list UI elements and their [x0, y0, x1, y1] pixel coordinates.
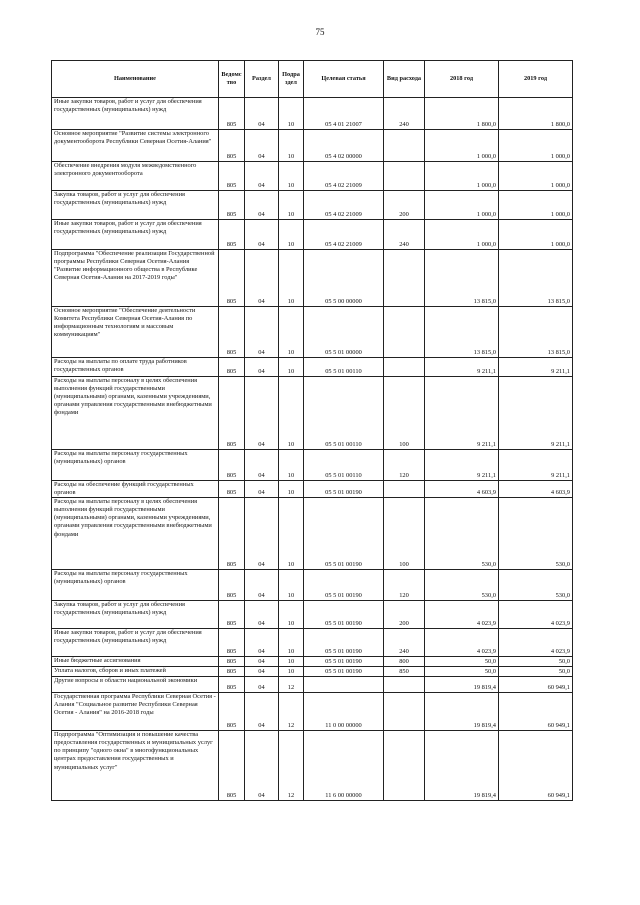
cell-name: Иные бюджетные ассигнования — [52, 657, 219, 667]
cell-2018: 9 211,1 — [425, 377, 499, 450]
table-row — [52, 667, 573, 677]
table-row — [52, 693, 573, 731]
table-row — [52, 130, 573, 162]
cell-expense-type — [384, 358, 425, 377]
cell-2018: 19 819,4 — [425, 731, 499, 801]
cell-section: 04 — [245, 667, 279, 677]
table-row — [52, 677, 573, 693]
cell-department: 805 — [219, 250, 245, 307]
cell-subsection: 12 — [279, 731, 304, 801]
cell-name: Расходы на выплаты по оплате труда работников государственных органов — [52, 358, 219, 377]
cell-name: Основное мероприятие "Развитие системы электронного документооборота Республики Северная Осетия-Алания" — [52, 130, 219, 162]
cell-2019: 4 023,9 — [499, 601, 573, 629]
cell-section: 04 — [245, 98, 279, 130]
table-row — [52, 498, 573, 570]
cell-2019: 1 000,0 — [499, 162, 573, 191]
cell-target: 05 5 00 00000 — [304, 250, 384, 307]
table-row — [52, 481, 573, 498]
cell-subsection: 10 — [279, 657, 304, 667]
cell-section: 04 — [245, 677, 279, 693]
table-row — [52, 629, 573, 657]
cell-name: Уплата налогов, сборов и иных платежей — [52, 667, 219, 677]
cell-name: Подпрограмма "Обеспечение реализации Государственной программы Республики Северная Осетия-Алания "Развитие информационного общества в Республике Северная Осетия-Алания на 2017-2019 годы" — [52, 250, 219, 307]
cell-department: 805 — [219, 657, 245, 667]
cell-subsection: 12 — [279, 677, 304, 693]
cell-target: 05 5 01 00190 — [304, 570, 384, 601]
cell-name: Закупка товаров, работ и услуг для обеспечения государственных (муниципальных) нужд — [52, 601, 219, 629]
cell-section: 04 — [245, 250, 279, 307]
cell-subsection: 10 — [279, 601, 304, 629]
cell-department: 805 — [219, 98, 245, 130]
table-row — [52, 307, 573, 358]
cell-2018: 9 211,1 — [425, 450, 499, 481]
table-row — [52, 377, 573, 450]
cell-2019: 1 000,0 — [499, 220, 573, 250]
cell-department: 805 — [219, 130, 245, 162]
page-number: 75 — [315, 27, 325, 37]
cell-department: 805 — [219, 570, 245, 601]
cell-target: 05 4 02 21009 — [304, 220, 384, 250]
cell-2018: 19 819,4 — [425, 693, 499, 731]
cell-section: 04 — [245, 731, 279, 801]
cell-section: 04 — [245, 498, 279, 570]
cell-department: 805 — [219, 191, 245, 220]
cell-name: Иные закупки товаров, работ и услуг для обеспечения государственных (муниципальных) нужд — [52, 98, 219, 130]
cell-2019: 4 023,9 — [499, 629, 573, 657]
cell-section: 04 — [245, 481, 279, 498]
col-header-expense-type: Вид расхода — [384, 61, 425, 98]
cell-name: Закупка товаров, работ и услуг для обеспечения государственных (муниципальных) нужд — [52, 191, 219, 220]
cell-2018: 1 800,0 — [425, 98, 499, 130]
cell-section: 04 — [245, 220, 279, 250]
cell-name: Расходы на выплаты персоналу государственных (муниципальных) органов — [52, 570, 219, 601]
table-row — [52, 98, 573, 130]
cell-subsection: 10 — [279, 130, 304, 162]
cell-2018: 50,0 — [425, 667, 499, 677]
cell-section: 04 — [245, 307, 279, 358]
cell-2019: 60 949,1 — [499, 677, 573, 693]
cell-2019: 530,0 — [499, 570, 573, 601]
cell-section: 04 — [245, 450, 279, 481]
cell-expense-type: 240 — [384, 629, 425, 657]
cell-2018: 530,0 — [425, 570, 499, 601]
cell-name: Расходы на обеспечение функций государственных органов — [52, 481, 219, 498]
cell-2018: 1 000,0 — [425, 162, 499, 191]
cell-2018: 4 023,9 — [425, 629, 499, 657]
cell-target: 05 5 01 00190 — [304, 657, 384, 667]
table-row — [52, 570, 573, 601]
cell-name: Расходы на выплаты персоналу государственных (муниципальных) органов — [52, 450, 219, 481]
cell-target: 05 4 02 21009 — [304, 191, 384, 220]
cell-department: 805 — [219, 731, 245, 801]
cell-expense-type — [384, 162, 425, 191]
cell-department: 805 — [219, 667, 245, 677]
cell-2019: 50,0 — [499, 657, 573, 667]
table-header-row — [52, 61, 573, 98]
cell-name: Государственная программа Республики Северная Осетия - Алания "Социальное развитие Республики Северная Осетия - Алания" на 2016-2018 годы — [52, 693, 219, 731]
cell-name: Подпрограмма "Оптимизация и повышение качества предоставления государственных и муниципальных услуг по принципу "одного окна" в многофункциональных центрах предоставления государственных и муниципальных услуг" — [52, 731, 219, 801]
table-row — [52, 220, 573, 250]
cell-target: 05 5 01 00190 — [304, 629, 384, 657]
cell-subsection: 10 — [279, 220, 304, 250]
cell-subsection: 10 — [279, 307, 304, 358]
cell-2019: 13 815,0 — [499, 307, 573, 358]
table-row — [52, 250, 573, 307]
cell-2018: 19 819,4 — [425, 677, 499, 693]
cell-2019: 1 000,0 — [499, 191, 573, 220]
cell-subsection: 10 — [279, 377, 304, 450]
cell-target: 11 6 00 00000 — [304, 731, 384, 801]
budget-table — [51, 60, 573, 801]
cell-target: 05 5 01 00110 — [304, 377, 384, 450]
cell-expense-type — [384, 693, 425, 731]
cell-target: 05 5 01 00000 — [304, 307, 384, 358]
cell-target: 05 5 01 00110 — [304, 358, 384, 377]
cell-expense-type: 120 — [384, 450, 425, 481]
col-header-name: Наименование — [52, 61, 219, 98]
cell-target: 05 5 01 00190 — [304, 601, 384, 629]
cell-section: 04 — [245, 629, 279, 657]
cell-subsection: 10 — [279, 191, 304, 220]
cell-department: 805 — [219, 377, 245, 450]
cell-2018: 530,0 — [425, 498, 499, 570]
cell-2019: 13 815,0 — [499, 250, 573, 307]
cell-2019: 530,0 — [499, 498, 573, 570]
cell-subsection: 10 — [279, 629, 304, 657]
cell-expense-type: 100 — [384, 498, 425, 570]
cell-2019: 9 211,1 — [499, 450, 573, 481]
cell-section: 04 — [245, 693, 279, 731]
cell-subsection: 10 — [279, 450, 304, 481]
col-header-subsection: Подра здел — [279, 61, 304, 98]
cell-department: 805 — [219, 677, 245, 693]
cell-section: 04 — [245, 130, 279, 162]
cell-section: 04 — [245, 657, 279, 667]
cell-target — [304, 677, 384, 693]
cell-subsection: 10 — [279, 358, 304, 377]
cell-subsection: 10 — [279, 481, 304, 498]
cell-target: 05 5 01 00110 — [304, 450, 384, 481]
cell-expense-type: 850 — [384, 667, 425, 677]
cell-name: Расходы на выплаты персоналу в целях обеспечения выполнения функций государственными (муниципальными) органами, казенными учреждениями, органами управления государственными внебюджетными фондами — [52, 498, 219, 570]
cell-section: 04 — [245, 601, 279, 629]
cell-target: 05 4 02 21009 — [304, 162, 384, 191]
cell-name: Основное мероприятие "Обеспечение деятельности Комитета Республики Северная Осетия-Алания по информационным технологиям и массовым коммуникациям" — [52, 307, 219, 358]
cell-expense-type — [384, 677, 425, 693]
cell-subsection: 12 — [279, 693, 304, 731]
cell-department: 805 — [219, 693, 245, 731]
cell-department: 805 — [219, 358, 245, 377]
table-row — [52, 450, 573, 481]
cell-expense-type: 100 — [384, 377, 425, 450]
cell-department: 805 — [219, 629, 245, 657]
cell-2019: 9 211,1 — [499, 377, 573, 450]
col-header-2019: 2019 год — [499, 61, 573, 98]
cell-target: 05 5 01 00190 — [304, 481, 384, 498]
cell-department: 805 — [219, 498, 245, 570]
cell-2018: 13 815,0 — [425, 307, 499, 358]
cell-name: Другие вопросы в области национальной экономики — [52, 677, 219, 693]
cell-subsection: 10 — [279, 667, 304, 677]
cell-2018: 9 211,1 — [425, 358, 499, 377]
cell-expense-type — [384, 250, 425, 307]
cell-target: 05 5 01 00190 — [304, 667, 384, 677]
cell-subsection: 10 — [279, 250, 304, 307]
cell-subsection: 10 — [279, 98, 304, 130]
cell-expense-type: 240 — [384, 220, 425, 250]
cell-name: Обеспечение внедрения модуля межведомственного электронного документооборота — [52, 162, 219, 191]
cell-2018: 1 000,0 — [425, 220, 499, 250]
cell-name: Иные закупки товаров, работ и услуг для обеспечения государственных (муниципальных) нужд — [52, 629, 219, 657]
cell-section: 04 — [245, 358, 279, 377]
col-header-section: Раздел — [245, 61, 279, 98]
table-row — [52, 601, 573, 629]
cell-name: Иные закупки товаров, работ и услуг для обеспечения государственных (муниципальных) нужд — [52, 220, 219, 250]
cell-subsection: 10 — [279, 498, 304, 570]
cell-expense-type: 200 — [384, 601, 425, 629]
cell-department: 805 — [219, 307, 245, 358]
table-row — [52, 657, 573, 667]
cell-2018: 1 000,0 — [425, 191, 499, 220]
cell-subsection: 10 — [279, 570, 304, 601]
cell-expense-type: 120 — [384, 570, 425, 601]
cell-target: 05 4 01 21007 — [304, 98, 384, 130]
cell-department: 805 — [219, 220, 245, 250]
cell-section: 04 — [245, 162, 279, 191]
cell-2019: 50,0 — [499, 667, 573, 677]
col-header-target: Целевая статья — [304, 61, 384, 98]
table-row — [52, 358, 573, 377]
cell-expense-type: 240 — [384, 98, 425, 130]
cell-section: 04 — [245, 191, 279, 220]
cell-expense-type: 800 — [384, 657, 425, 667]
cell-2019: 1 000,0 — [499, 130, 573, 162]
cell-2019: 1 800,0 — [499, 98, 573, 130]
cell-expense-type — [384, 307, 425, 358]
cell-target: 05 4 02 00000 — [304, 130, 384, 162]
cell-section: 04 — [245, 377, 279, 450]
table-row — [52, 191, 573, 220]
cell-expense-type — [384, 731, 425, 801]
cell-2019: 4 603,9 — [499, 481, 573, 498]
cell-2018: 4 023,9 — [425, 601, 499, 629]
col-header-department: Ведомс тво — [219, 61, 245, 98]
cell-section: 04 — [245, 570, 279, 601]
cell-department: 805 — [219, 481, 245, 498]
cell-department: 805 — [219, 450, 245, 481]
cell-name: Расходы на выплаты персоналу в целях обеспечения выполнения функций государственными (муниципальными) органами, казенными учреждениями, органами управления государственными внебюджетными фондами — [52, 377, 219, 450]
cell-target: 11 0 00 00000 — [304, 693, 384, 731]
cell-2018: 4 603,9 — [425, 481, 499, 498]
cell-2018: 13 815,0 — [425, 250, 499, 307]
cell-2018: 50,0 — [425, 657, 499, 667]
cell-2019: 9 211,1 — [499, 358, 573, 377]
table-row — [52, 162, 573, 191]
cell-expense-type: 200 — [384, 191, 425, 220]
cell-department: 805 — [219, 162, 245, 191]
cell-2019: 60 949,1 — [499, 731, 573, 801]
cell-expense-type — [384, 130, 425, 162]
cell-department: 805 — [219, 601, 245, 629]
col-header-2018: 2018 год — [425, 61, 499, 98]
cell-subsection: 10 — [279, 162, 304, 191]
cell-target: 05 5 01 00190 — [304, 498, 384, 570]
cell-2019: 60 949,1 — [499, 693, 573, 731]
cell-2018: 1 000,0 — [425, 130, 499, 162]
cell-expense-type — [384, 481, 425, 498]
table-row — [52, 731, 573, 801]
